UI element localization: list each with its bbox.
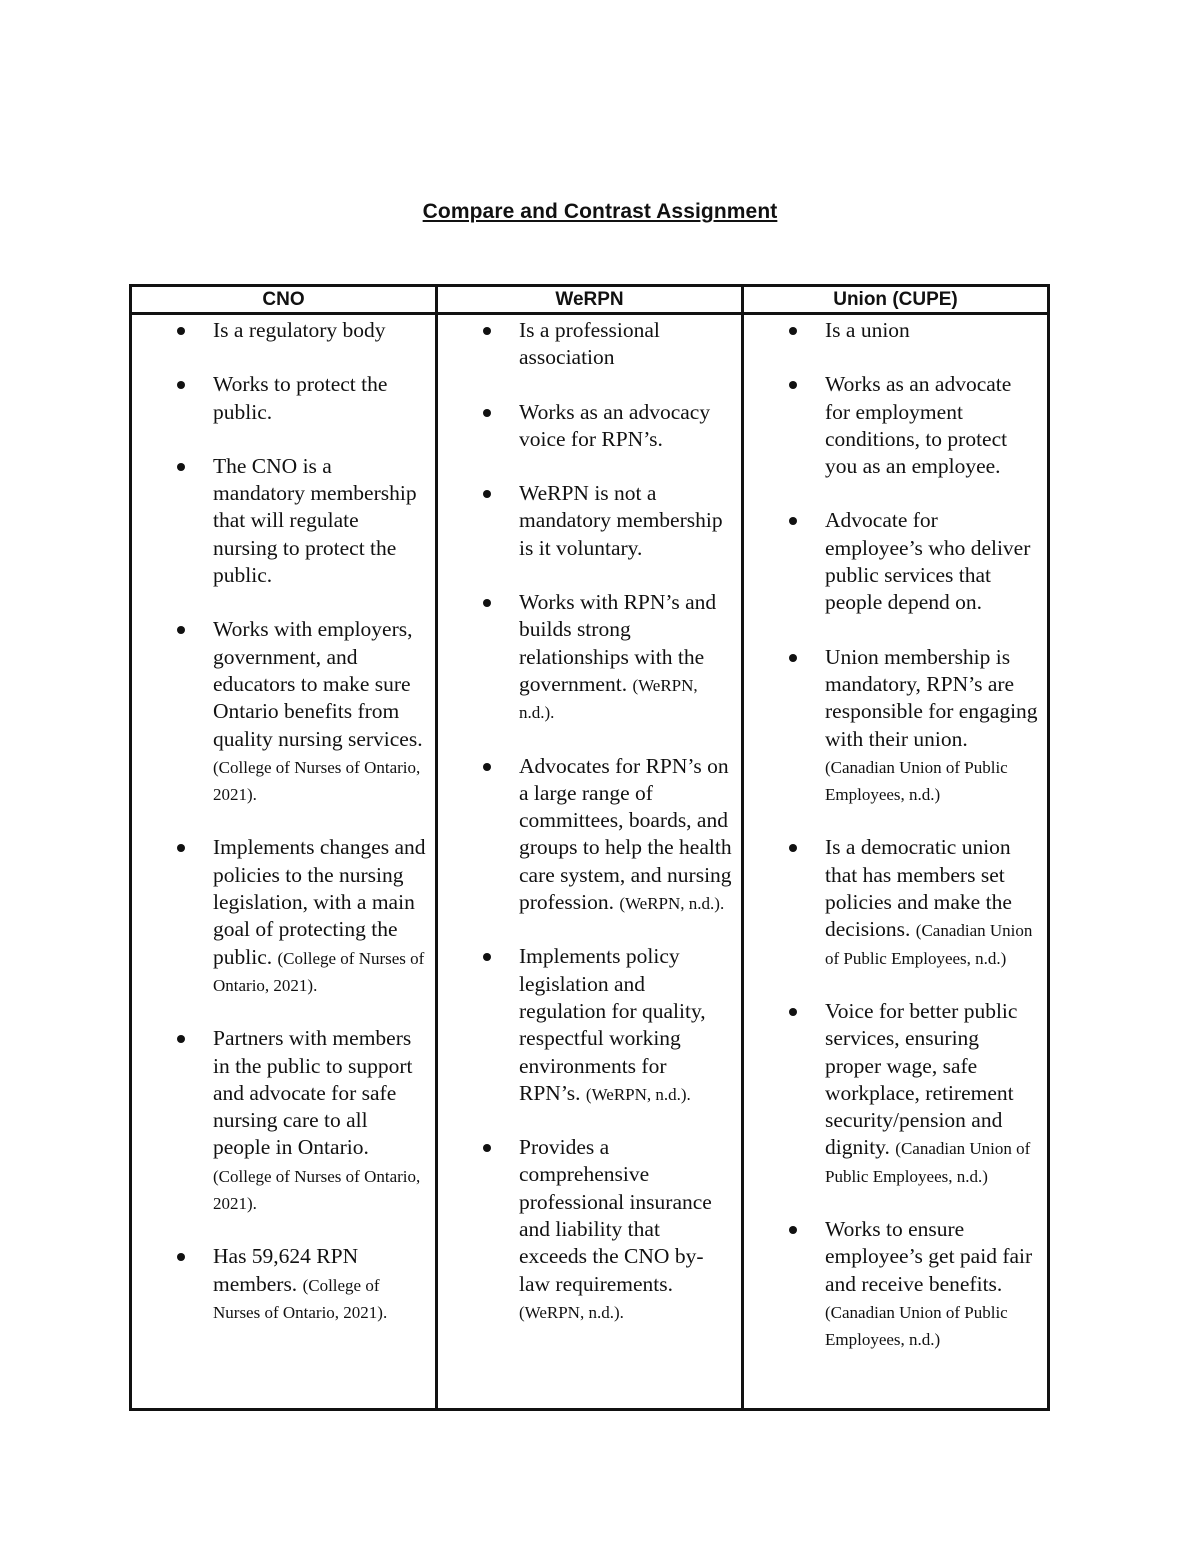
list-item (744, 507, 1039, 616)
bullet-text: The CNO is a mandatory membership that will regulate nursing to protect the public. (213, 453, 417, 588)
bullet-text: Provides a comprehensive professional insurance and liability that exceeds the CNO by-law requirements. (519, 1135, 712, 1296)
list-item (438, 589, 733, 725)
citation: (Canadian Union of Public Employees, n.d.) (825, 921, 1033, 968)
citation: (WeRPN, n.d.). (519, 675, 698, 723)
table-body-row (131, 314, 1049, 1410)
bullet-icon (177, 626, 185, 634)
column-union-cupe (743, 314, 1049, 1410)
bullet-text: Union membership is mandatory, RPN’s are responsible for engaging with their union. (825, 644, 1038, 751)
list-item (132, 1025, 427, 1216)
bullet-text: Is a democratic union that has members set policies and make the decisions. (825, 835, 1012, 942)
bullet-text: Voice for better public services, ensuring proper wage, safe workplace, retirement security/pension and dignity. (825, 998, 1018, 1160)
list-item (744, 834, 1039, 970)
header-union-cupe: Union (CUPE) (743, 286, 1049, 314)
list-item (744, 1216, 1039, 1352)
bullet-icon (789, 654, 797, 662)
list-item (438, 317, 733, 372)
citation: (Canadian Union of Public Employees, n.d.) (825, 1139, 1031, 1186)
cno-bullet-list (132, 315, 435, 1325)
list-item (132, 371, 427, 426)
bullet-icon (483, 953, 491, 961)
bullet-icon (483, 599, 491, 607)
list-item (438, 480, 733, 562)
bullet-text: Works as an advocate for employment conditions, to protect you as an employee. (825, 372, 1012, 479)
list-item (438, 753, 733, 917)
bullet-text: Works with employers, government, and educators to make sure Ontario benefits from quality nursing services. (213, 617, 423, 751)
bullet-icon (789, 381, 797, 389)
bullet-icon (789, 517, 797, 525)
citation: (College of Nurses of Ontario, 2021). (213, 1166, 421, 1214)
bullet-icon (177, 844, 185, 852)
list-item (438, 399, 733, 454)
bullet-icon (789, 1226, 797, 1234)
bullet-icon (789, 327, 797, 335)
document-title: Compare and Contrast Assignment (422, 200, 778, 223)
bullet-icon (177, 1035, 185, 1043)
citation: (Canadian Union of Public Employees, n.d.) (825, 757, 1008, 805)
list-item (744, 371, 1039, 480)
bullet-icon (483, 490, 491, 498)
list-item (744, 998, 1039, 1189)
bullet-text: Implements policy legislation and regulation for quality, respectful working environments for RPN’s. (519, 944, 706, 1105)
header-cno: CNO (131, 286, 437, 314)
list-item (744, 317, 1039, 344)
bullet-text: Works as an advocacy voice for RPN’s. (519, 399, 711, 451)
list-item (744, 644, 1039, 808)
bullet-text: Advocates for RPN’s on a large range of committees, boards, and groups to help the health care system, and nursing profession. (519, 753, 732, 915)
bullet-text: Is a union (825, 318, 910, 342)
list-item (132, 317, 427, 344)
list-item (132, 453, 427, 589)
bullet-icon (177, 463, 185, 471)
column-werpn (437, 314, 743, 1410)
bullet-text: Has 59,624 RPN members. (213, 1244, 359, 1296)
citation: (College of Nurses of Ontario, 2021). (213, 757, 421, 805)
bullet-text: Is a professional association (519, 318, 660, 370)
union-bullet-list (744, 315, 1047, 1353)
bullet-icon (483, 409, 491, 417)
bullet-icon (177, 1253, 185, 1261)
header-werpn: WeRPN (437, 286, 743, 314)
citation: (WeRPN, n.d.). (619, 894, 725, 914)
table-header-row (131, 286, 1049, 314)
bullet-icon (789, 1008, 797, 1016)
bullet-text: Works to ensure employee’s get paid fair and receive benefits. (825, 1217, 1033, 1296)
list-item (438, 943, 733, 1107)
citation: (Canadian Union of Public Employees, n.d.) (825, 1302, 1008, 1350)
bullet-icon (483, 1144, 491, 1152)
list-item (132, 1243, 427, 1325)
bullet-text: Advocate for employee’s who deliver public services that people depend on. (825, 508, 1031, 615)
bullet-text: Is a regulatory body (213, 318, 386, 342)
list-item (438, 1134, 733, 1325)
column-cno (131, 314, 437, 1410)
bullet-text: WeRPN is not a mandatory membership is it voluntary. (519, 481, 723, 560)
bullet-icon (483, 327, 491, 335)
bullet-text: Works to protect the public. (213, 372, 388, 424)
werpn-bullet-list (438, 315, 741, 1325)
bullet-text: Partners with members in the public to support and advocate for safe nursing care to all people in Ontario. (213, 1026, 413, 1160)
bullet-text: Works with RPN’s and builds strong relationships with the government. (519, 590, 717, 696)
bullet-icon (483, 763, 491, 771)
bullet-icon (177, 327, 185, 335)
citation: (WeRPN, n.d.). (519, 1302, 624, 1322)
citation: (WeRPN, n.d.). (585, 1084, 691, 1104)
bullet-text: Implements changes and policies to the nursing legislation, with a main goal of protecting the public. (213, 835, 426, 969)
bullet-icon (177, 381, 185, 389)
bullet-icon (789, 844, 797, 852)
citation: (College of Nurses of Ontario, 2021). (213, 1275, 388, 1322)
list-item (132, 834, 427, 998)
list-item (132, 616, 427, 807)
compare-table (129, 284, 1050, 1411)
citation: (College of Nurses of Ontario, 2021). (213, 948, 425, 995)
